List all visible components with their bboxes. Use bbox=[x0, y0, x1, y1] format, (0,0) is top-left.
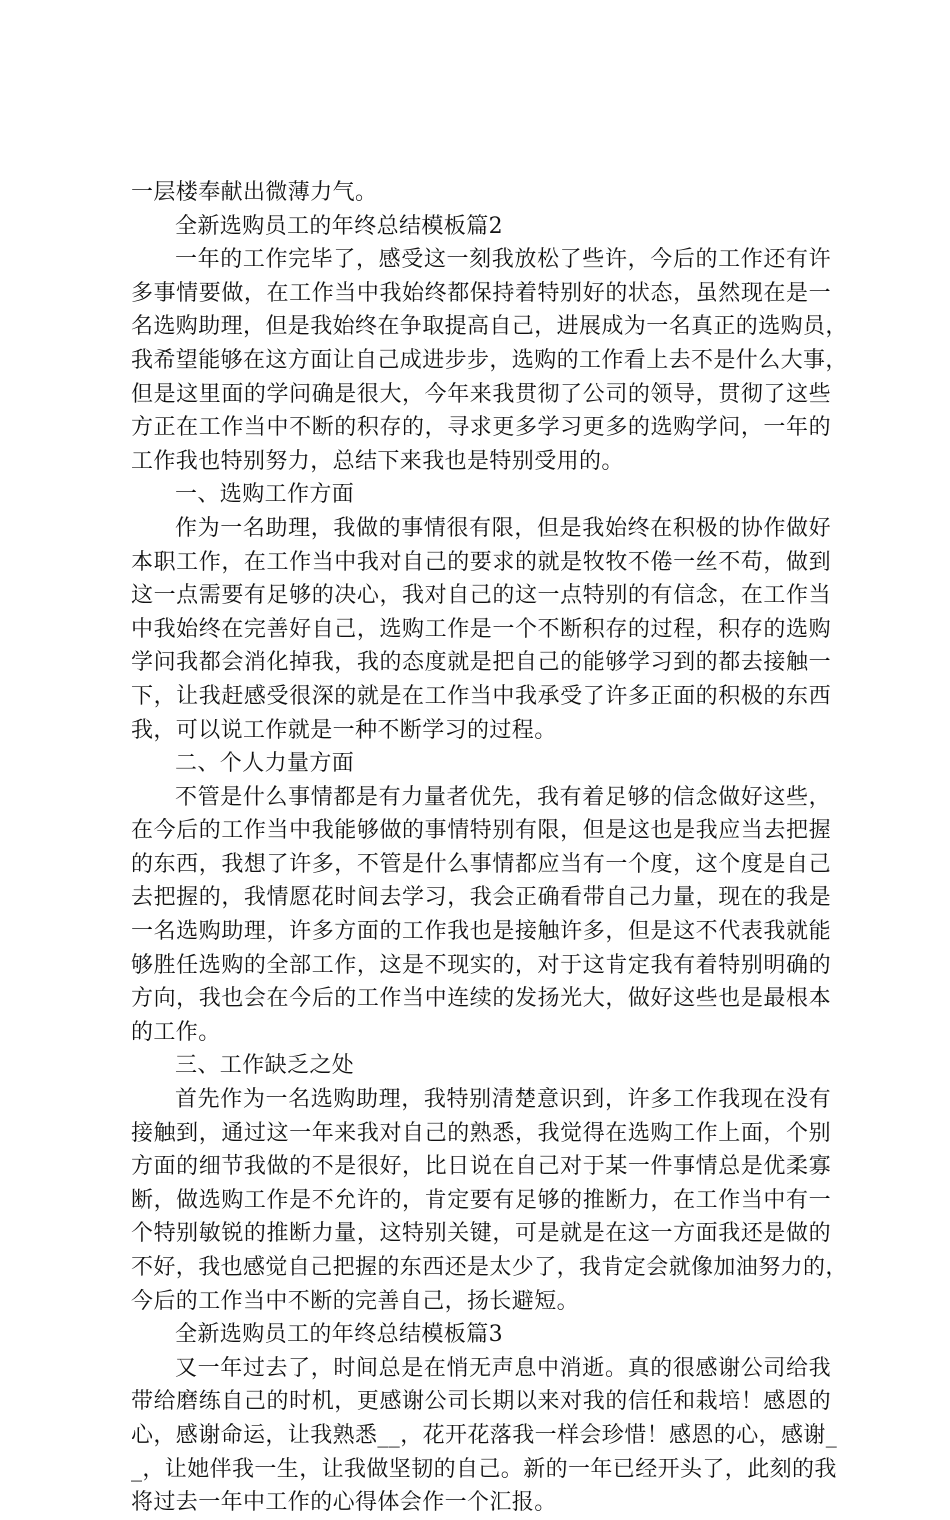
text-line: _，让她伴我一生，让我做坚韧的自己。新的一年已经开头了，此刻的我 bbox=[131, 1456, 837, 1482]
text-line: 一名选购助理，许多方面的工作我也是接触许多，但是这不代表我就能 bbox=[131, 919, 831, 945]
text-line: 断，做选购工作是不允许的，肯定要有足够的推断力，在工作当中有一 bbox=[131, 1187, 831, 1213]
document-body bbox=[131, 176, 848, 1520]
text-line: 首先作为一名选购助理，我特别清楚意识到，许多工作我现在没有 bbox=[175, 1087, 831, 1113]
text-line: 我，可以说工作就是一种不断学习的过程。 bbox=[131, 717, 557, 743]
text-line: 但是这里面的学问确是很大，今年来我贯彻了公司的领导，贯彻了这些 bbox=[131, 381, 831, 407]
text-line: 全新选购员工的年终总结模板篇3 bbox=[175, 1322, 503, 1348]
text-line: 学问我都会消化掉我，我的态度就是把自己的能够学习到的都去接触一 bbox=[131, 650, 831, 676]
text-line: 三、工作缺乏之处 bbox=[175, 1053, 355, 1079]
text-line: 工作我也特别努力，总结下来我也是特别受用的。 bbox=[131, 448, 624, 474]
text-line: 方正在工作当中不断的积存的，寻求更多学习更多的选购学问，一年的 bbox=[131, 415, 831, 441]
text-line: 一年的工作完毕了，感受这一刻我放松了些许，今后的工作还有许 bbox=[175, 247, 831, 273]
text-line: 方向，我也会在今后的工作当中连续的发扬光大，做好这些也是最根本 bbox=[131, 986, 831, 1012]
text-line: 不好，我也感觉自己把握的东西还是太少了，我肯定会就像加油努力的， bbox=[131, 1255, 848, 1280]
text-line: 去把握的，我情愿花时间去学习，我会正确看带自己力量，现在的我是 bbox=[131, 885, 831, 911]
text-line: 又一年过去了，时间总是在悄无声息中消逝。真的很感谢公司给我 bbox=[175, 1355, 831, 1381]
text-line: 个特别敏锐的推断力量，这特别关键，可是就是在这一方面我还是做的 bbox=[131, 1221, 831, 1247]
text-line: 多事情要做，在工作当中我始终都保持着特别好的状态，虽然现在是一 bbox=[131, 280, 831, 306]
text-line: 一层楼奉献出微薄力气。 bbox=[131, 180, 378, 205]
text-line: 够胜任选购的全部工作，这是不现实的，对于这肯定我有着特别明确的 bbox=[131, 952, 831, 978]
text-line: 作为一名助理，我做的事情很有限，但是我始终在积极的协作做好 bbox=[175, 515, 831, 541]
text-line: 的东西，我想了许多，不管是什么事情都应当有一个度，这个度是自己 bbox=[131, 851, 831, 877]
text-line: 中我始终在完善好自己，选购工作是一个不断积存的过程，积存的选购 bbox=[131, 616, 831, 642]
text-line: 名选购助理，但是我始终在争取提高自己，进展成为一名真正的选购员， bbox=[131, 314, 848, 340]
text-line: 的工作。 bbox=[131, 1019, 221, 1045]
text-line: 带给磨练自己的时机，更感谢公司长期以来对我的信任和栽培！感恩的 bbox=[131, 1389, 831, 1415]
text-line: 这一点需要有足够的决心，我对自己的这一点特别的有信念，在工作当 bbox=[131, 583, 831, 609]
text-line: 方面的细节我做的不是很好，比日说在自己对于某一件事情总是优柔寡 bbox=[131, 1154, 831, 1180]
text-line: 全新选购员工的年终总结模板篇2 bbox=[175, 213, 503, 239]
text-line: 接触到，通过这一年来我对自己的熟悉，我觉得在选购工作上面，个别 bbox=[131, 1120, 831, 1146]
text-line: 今后的工作当中不断的完善自己，扬长避短。 bbox=[131, 1288, 580, 1314]
text-line: 一、选购工作方面 bbox=[175, 482, 355, 508]
text-line: 不管是什么事情都是有力量者优先，我有着足够的信念做好这些， bbox=[175, 784, 831, 810]
text-line: 我希望能够在这方面让自己成进步步，选购的工作看上去不是什么大事， bbox=[131, 347, 848, 373]
text-line: 下，让我赶感受很深的就是在工作当中我承受了许多正面的积极的东西 bbox=[131, 683, 831, 709]
text-line: 在今后的工作当中我能够做的事情特别有限，但是这也是我应当去把握 bbox=[131, 818, 831, 844]
text-line: 心，感谢命运，让我熟悉__，花开花落我一样会珍惜！感恩的心，感谢_ bbox=[131, 1422, 838, 1448]
text-line: 本职工作，在工作当中我对自己的要求的就是牧牧不倦一丝不苟，做到 bbox=[131, 549, 831, 575]
text-line: 二、个人力量方面 bbox=[175, 751, 355, 777]
text-line: 将过去一年中工作的心得体会作一个汇报。 bbox=[131, 1490, 557, 1516]
